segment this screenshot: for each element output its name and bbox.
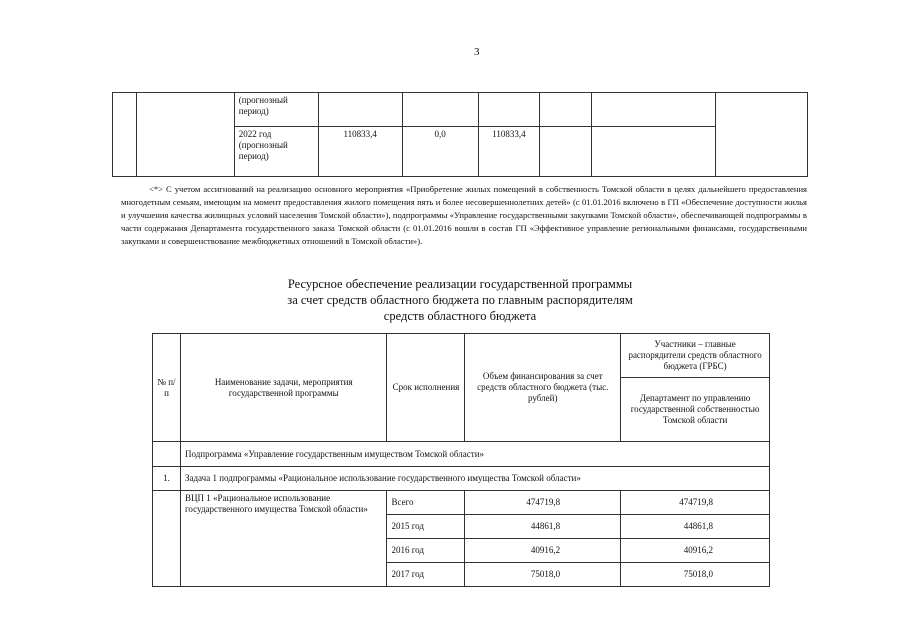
title-line: средств областного бюджета <box>383 309 537 323</box>
vcp-name: ВЦП 1 «Рациональное использование государственного имущества Томской области» <box>180 491 387 587</box>
period-cell: (прогнозный период) <box>234 93 318 127</box>
title-line: за счет средств областного бюджета по главным распорядителям <box>287 293 633 307</box>
volume-cell: 44861,8 <box>465 515 621 539</box>
period-cell: 2022 год (прогнозный период) <box>234 127 318 177</box>
top-cell-blank <box>716 93 808 177</box>
term-cell: 2017 год <box>387 563 465 587</box>
header-department: Департамент по управлению государственной собственностью Томской области <box>621 378 770 442</box>
value-cell <box>478 93 540 127</box>
term-cell: Всего <box>387 491 465 515</box>
subprogram-row: Подпрограмма «Управление государственным имуществом Томской области» <box>180 442 769 467</box>
value-cell: 110833,4 <box>478 127 540 177</box>
task-number: 1. <box>153 467 181 491</box>
header-term: Срок исполнения <box>387 334 465 442</box>
value-cell <box>540 93 592 127</box>
value-cell <box>592 127 716 177</box>
blank-cell <box>153 442 181 467</box>
title-line: Ресурсное обеспечение реализации государственной программы <box>287 277 633 291</box>
top-table-fragment <box>112 92 808 177</box>
header-num: № п/п <box>153 334 181 442</box>
page-number: 3 <box>474 46 480 58</box>
top-cell-blank <box>113 93 137 177</box>
volume-cell: 75018,0 <box>465 563 621 587</box>
value-cell <box>318 93 402 127</box>
section-title <box>150 276 770 324</box>
volume-cell: 40916,2 <box>465 539 621 563</box>
value-cell <box>402 93 478 127</box>
term-cell: 2015 год <box>387 515 465 539</box>
header-name: Наименование задачи, мероприятия государственной программы <box>180 334 387 442</box>
dept-cell: 75018,0 <box>621 563 770 587</box>
header-participants: Участники – главные распорядители средств областного бюджета (ГРБС) <box>621 334 770 378</box>
value-cell: 0,0 <box>402 127 478 177</box>
term-cell: 2016 год <box>387 539 465 563</box>
top-cell-blank <box>136 93 234 177</box>
blank-cell <box>153 491 181 587</box>
task-row: Задача 1 подпрограммы «Рациональное использование государственного имущества Томской области» <box>180 467 769 491</box>
resource-table <box>152 333 770 587</box>
value-cell <box>540 127 592 177</box>
dept-cell: 44861,8 <box>621 515 770 539</box>
dept-cell: 474719,8 <box>621 491 770 515</box>
value-cell: 110833,4 <box>318 127 402 177</box>
dept-cell: 40916,2 <box>621 539 770 563</box>
value-cell <box>592 93 716 127</box>
volume-cell: 474719,8 <box>465 491 621 515</box>
footnote: <*> С учетом ассигнований на реализацию основного мероприятия «Приобретение жилых помещений в собственность Томской области в целях дальнейшего предоставления многодетным семьям, имеющим на момент предоставления жилого помещения пять и более несовершеннолетних детей» (с 01.01.2016 включено в ГП «Обеспечение доступности жилья и улучшения качества жилищных условий населения Томской области»), подпрограммы «Управление государственными закупками Томской области», обеспечивающей подпрограммы в части содержания Департамента государственного заказа Томской области (с 01.01.2016 вошли в состав ГП «Эффективное управление региональными финансами, государственными закупками и совершенствование межбюджетных отношений в Томской области»). <box>121 184 807 246</box>
header-volume: Объем финансирования за счет средств областного бюджета (тыс. рублей) <box>465 334 621 442</box>
